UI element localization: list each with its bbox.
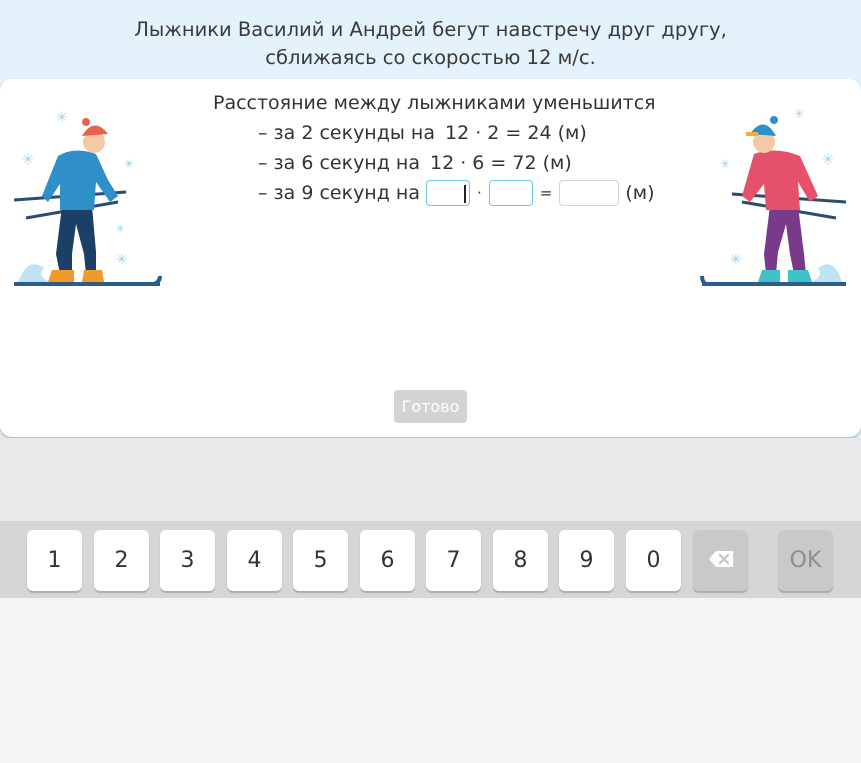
equals-sign: = bbox=[539, 184, 553, 202]
numeric-keyboard bbox=[0, 521, 861, 598]
task-line-2-seconds bbox=[258, 118, 587, 148]
svg-text:✳: ✳ bbox=[720, 157, 731, 171]
answer-input-factor-1[interactable] bbox=[426, 180, 470, 206]
key-2[interactable]: 2 bbox=[94, 530, 149, 591]
key-8[interactable]: 8 bbox=[493, 530, 548, 591]
task-line-math: 12 · 2 = 24 (м) bbox=[444, 122, 587, 144]
key-3[interactable]: 3 bbox=[160, 530, 215, 591]
answer-input-factor-2[interactable] bbox=[489, 180, 533, 206]
task-line-label: – за 6 секунд на bbox=[258, 152, 420, 174]
unit-label: (м) bbox=[625, 182, 655, 204]
svg-text:✳: ✳ bbox=[56, 110, 68, 126]
task-title: Расстояние между лыжниками уменьшится bbox=[213, 92, 656, 114]
svg-text:✳: ✳ bbox=[116, 252, 128, 268]
skier-right-illustration bbox=[700, 106, 846, 291]
skier-left-illustration bbox=[14, 106, 162, 291]
task-line-label: – за 2 секунды на bbox=[258, 122, 435, 144]
task-statement-line-1: Лыжники Василий и Андрей бегут навстречу друг другу, bbox=[134, 18, 727, 41]
task-statement-line-2: сближаясь со скоростью 12 м/с. bbox=[265, 46, 596, 69]
key-0[interactable]: 0 bbox=[626, 530, 681, 591]
svg-text:✳: ✳ bbox=[116, 224, 125, 235]
multiply-sign: · bbox=[476, 184, 482, 202]
bottom-empty-area bbox=[0, 598, 861, 763]
task-line-math: 12 · 6 = 72 (м) bbox=[429, 152, 572, 174]
backspace-key[interactable] bbox=[693, 530, 748, 591]
key-9[interactable]: 9 bbox=[559, 530, 614, 591]
key-7[interactable]: 7 bbox=[426, 530, 481, 591]
svg-text:✳: ✳ bbox=[822, 152, 834, 168]
exercise-card bbox=[0, 79, 861, 437]
backspace-icon bbox=[708, 550, 734, 568]
spacer-band bbox=[0, 438, 861, 521]
task-statement bbox=[0, 16, 861, 72]
task-line-label: – за 9 секунд на bbox=[258, 182, 420, 204]
svg-text:✳: ✳ bbox=[794, 107, 805, 121]
task-line-6-seconds bbox=[258, 148, 572, 178]
key-6[interactable]: 6 bbox=[360, 530, 415, 591]
ok-key[interactable]: OK bbox=[778, 530, 833, 591]
text-cursor bbox=[464, 185, 466, 203]
svg-text:✳: ✳ bbox=[22, 152, 34, 168]
ready-button[interactable]: Готово bbox=[394, 390, 467, 423]
key-5[interactable]: 5 bbox=[293, 530, 348, 591]
key-1[interactable]: 1 bbox=[27, 530, 82, 591]
key-4[interactable]: 4 bbox=[227, 530, 282, 591]
svg-text:✳: ✳ bbox=[730, 252, 742, 268]
task-line-9-seconds bbox=[258, 178, 655, 208]
answer-input-result[interactable] bbox=[559, 180, 619, 206]
task-content bbox=[213, 88, 656, 204]
svg-text:✳: ✳ bbox=[124, 157, 135, 171]
